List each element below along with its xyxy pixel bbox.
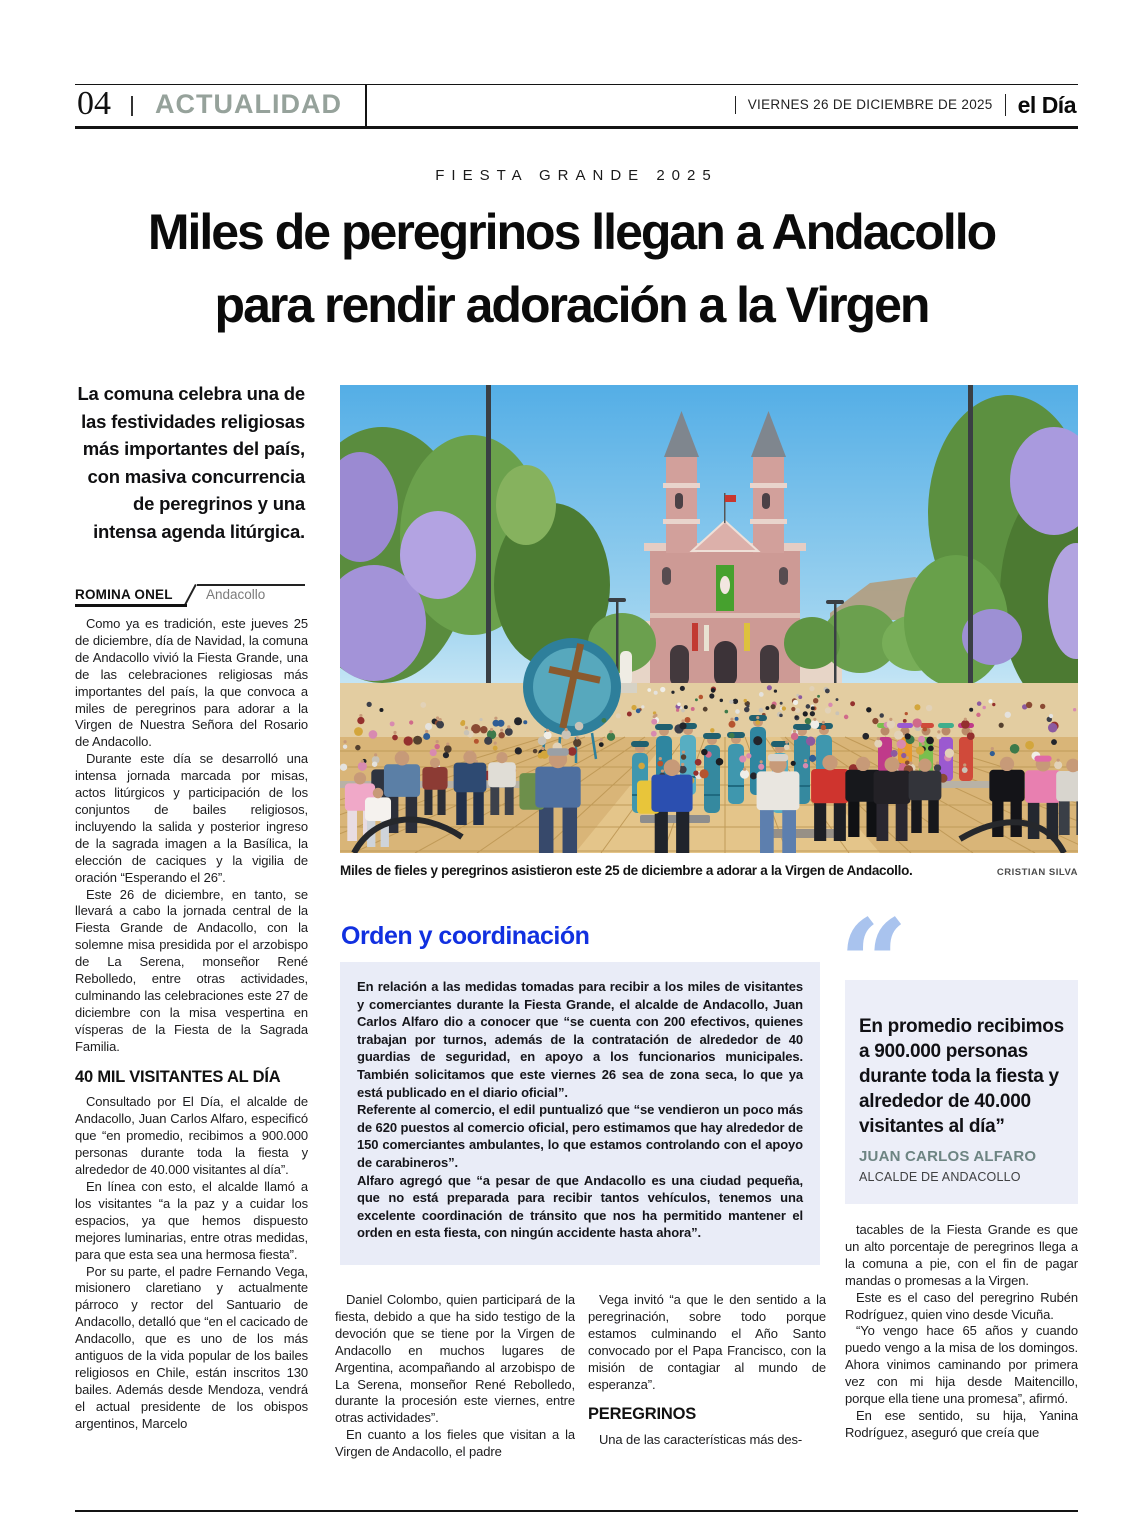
coordination-box-title: Orden y coordinación [341, 922, 590, 950]
paragraph: En línea con esto, el alcalde llamó a los visitantes “a la paz y a cuidar los espacios, ya que hemos dispuesto mejores luminarias, entre otras medidas, para que esta sea una hermosa fiesta”. [75, 1179, 308, 1262]
section-label: ACTUALIDAD [155, 89, 342, 119]
masthead [75, 86, 1078, 126]
coordination-box [340, 962, 820, 1265]
byline-rule-thin [197, 584, 305, 586]
pull-quote-text: En promedio recibimos a 900.000 personas durante toda la fiesta y alrededor de 40.000 visitantes al día” [859, 1016, 1064, 1137]
pull-quote [839, 893, 1078, 1204]
paragraph: En ese sentido, su hija, Yanina Rodríguez, aseguró que creía que [845, 1407, 1078, 1440]
quote-icon: “ [839, 893, 903, 1034]
body-column-1 [75, 616, 308, 1496]
paragraph: En relación a las medidas tomadas para recibir a los miles de visitantes y comerciantes durante la Fiesta Grande, el alcalde de Andacollo, Juan Carlos Alfaro dio a conocer que “se cuenta con 200 efectivos, quienes trabajan por turnos, además de la contratación de alrededor de 40 guardias de seguridad, en apoyo a los funcionarios municipales. También solicitamos que este viernes 26 sea de zona seca, lo que ya está publicado en el diario oficial”. [357, 979, 803, 1100]
paragraph: Referente al comercio, el edil puntualizó que “se vendieron un poco más de 620 puestos al comercio oficial, pero estimamos que hay alrededor de 150 comerciantes ambulantes, lo que estamos controlando con el apoyo de carabineros”. [357, 1102, 803, 1170]
paragraph: Vega invitó “a que le den sentido a la peregrinación, sobre todo porque estamos culminando el Año Santo convocado por el Papa Francisco, con la misión de contagiar al mundo de esperanza”. [588, 1292, 826, 1392]
body-column-3 [588, 1292, 826, 1492]
body-column-2 [335, 1292, 575, 1492]
header-bottom-rule [75, 126, 1078, 129]
photo-caption: Miles de fieles y peregrinos asistieron este 25 de diciembre a adorar a la Virgen de Andacollo. [340, 863, 913, 878]
newspaper-logo: el Día [1005, 94, 1076, 116]
page-number: 04 [77, 85, 111, 122]
paragraph: Alfaro agregó que “a pesar de que Andacollo es una ciudad pequeña, que no está preparada para recibir tantos vehículos, tenemos una excelente coordinación de tránsito que nos ha permitido mantener el orden en esta fiesta, con ningún accidente hasta ahora”. [357, 1172, 803, 1241]
paragraph: Consultado por El Día, el alcalde de Andacollo, Juan Carlos Alfaro, especificó que “en promedio, recibimos a 900.000 personas durante toda la fiesta y alrededor de 40.000 visitantes al día”. [75, 1094, 308, 1178]
photo-credit: CRISTIAN SILVA [996, 867, 1078, 878]
headline-line2: para rendir adoración a la Virgen [214, 277, 929, 333]
top-rule [75, 84, 1078, 85]
byline [75, 584, 305, 607]
byline-author: ROMINA ONEL [75, 587, 173, 602]
edition-date: VIERNES 26 DE DICIEMBRE DE 2025 [735, 96, 993, 114]
paragraph: Como ya es tradición, este jueves 25 de diciembre, día de Navidad, la comuna de Andacollo vivió la Fiesta Grande, una de las celebraciones religiosas más importantes del país, la que convoca a miles de peregrinos para adorar a la Virgen de Nuestra Señora del Rosario de Andacollo. [75, 616, 308, 750]
subhead-visitantes: 40 MIL VISITANTES AL DÍA [75, 1067, 281, 1086]
headline [65, 196, 1078, 342]
byline-rule-thick [75, 604, 187, 607]
lede: La comuna celebra una de las festividades religiosas más importantes del país, con masiva concurrencia de peregrinos y una intensa agenda litúrgica. [77, 383, 305, 542]
plaza-scene [340, 385, 1078, 853]
pull-quote-author: JUAN CARLOS ALFARO [859, 1148, 1037, 1165]
subhead-peregrinos: PEREGRINOS [588, 1405, 697, 1424]
paragraph: En cuanto a los fieles que visitan a la Virgen de Andacollo, el padre [335, 1427, 575, 1460]
masthead-right [735, 94, 1076, 116]
paragraph: “Yo vengo hace 65 años y cuando puedo vengo a la misa de los domingos. Ahora vinimos caminando por primera vez con mi hija desde Maitencillo, porque ella tiene una promesa”, afirmó. [845, 1323, 1078, 1407]
paragraph: Por su parte, el padre Fernando Vega, misionero claretiano y actualmente párroco y rector del Santuario de Andacollo, detalló que “en el cacicado de Andacollo, que es uno de los más antiguos de la vida popular de los bailes religiosos en Chile, están inscritos 130 bailes. Además desde Mendoza, vendrá el actual presidente de los obispos argentinos, Marcelo [75, 1263, 308, 1431]
headline-line1: Miles de peregrinos llegan a Andacollo [147, 204, 996, 260]
masthead-separator [131, 96, 133, 116]
paragraph: Una de las características más des- [599, 1432, 803, 1448]
body-column-4 [845, 1222, 1078, 1494]
kicker: FIESTA GRANDE 2025 [435, 167, 718, 184]
paragraph: tacables de la Fiesta Grande es que un alto porcentaje de peregrinos llega a la comuna a pie, con el fin de pagar mandas o promesas a la Virgen. [845, 1222, 1078, 1288]
paragraph: Este es el caso del peregrino Rubén Rodríguez, quien vino desde Vicuña. [845, 1289, 1078, 1322]
paragraph: Durante este día se desarrolló una intensa jornada marcada por misas, actos litúrgicos y participación de los conjuntos de bailes religiosos, incluyendo la salida y posterior ingreso de la sagrada imagen a la Basílica, la elección de caciques y la vigilia de oración “Esperando el 26”. [75, 751, 308, 885]
paragraph: Daniel Colombo, quien participará de la fiesta, debido a que ha sido testigo de la devoción que se tiene por la Virgen de Andacollo en muchos lugares de Argentina, acompañando al arzobispo de La Serena, monseñor René Rebolledo, durante la procesión este viernes, entre otras actividades”. [335, 1292, 575, 1426]
article-photo [340, 385, 1078, 853]
paragraph: Este 26 de diciembre, en tanto, se llevará a cabo la jornada central de la Fiesta Grande de Andacollo, con la solemne misa presidida por el arzobispo de La Serena, monseñor René Rebolledo, entre otras actividades, culminando las celebraciones este 27 de diciembre con la misa vespertina en vísperas de la Fiesta de la Sagrada Familia. [75, 886, 308, 1054]
pull-quote-role: ALCALDE DE ANDACOLLO [859, 1170, 1021, 1184]
caption-row [340, 863, 1078, 878]
byline-location: Andacollo [206, 587, 266, 602]
masthead-vertical-divider [365, 84, 367, 127]
bottom-rule [75, 1510, 1078, 1512]
